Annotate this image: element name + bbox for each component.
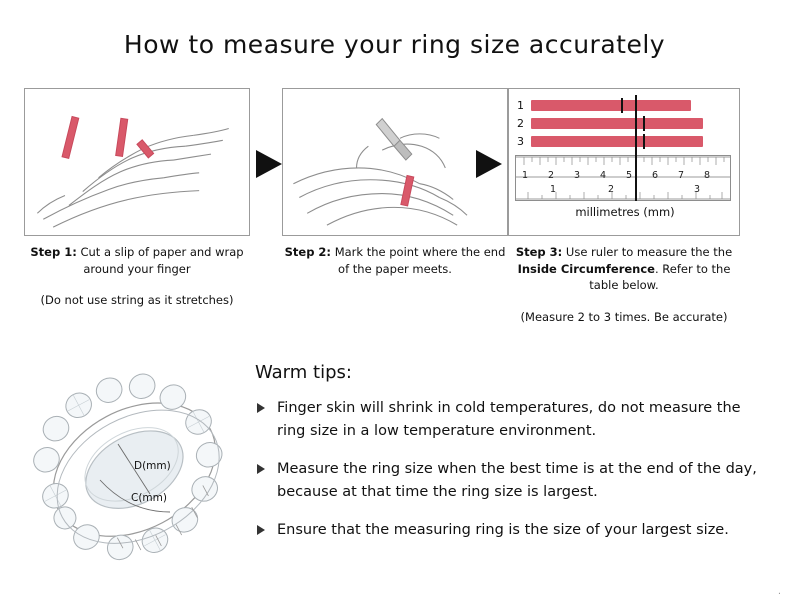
strip-bar <box>531 118 703 129</box>
hand-marking-paper-illustration <box>283 89 507 235</box>
step-2-label: Step 2: <box>284 245 332 259</box>
step-3-note: (Measure 2 to 3 times. Be accurate) <box>520 310 728 325</box>
arrow-right-icon-2 <box>476 150 502 178</box>
step-3 <box>508 88 740 324</box>
ruler-number-row-top <box>516 170 730 184</box>
step-2 <box>282 88 508 293</box>
ruler-number: 2 <box>548 170 555 181</box>
strip-bar <box>531 136 703 147</box>
ruler-number: 5 <box>626 170 633 181</box>
step-1-caption <box>24 244 250 277</box>
warm-tip-item <box>255 397 765 444</box>
strip-mark-tick <box>643 134 645 149</box>
step-3-text-bold: Inside Circumference <box>517 261 655 276</box>
paper-strip-row <box>517 134 727 148</box>
step-3-text-period: . <box>654 261 659 276</box>
strip-number: 3 <box>517 134 524 148</box>
ruler-secondary-number: 1 <box>550 184 557 195</box>
strip-bar <box>531 100 691 111</box>
strip-number: 1 <box>517 98 524 112</box>
triangle-bullet-icon <box>257 464 265 474</box>
arrow-right-icon-1 <box>256 150 282 178</box>
ring-diameter-label: D(mm) <box>134 460 171 472</box>
ruler-number: 8 <box>704 170 711 181</box>
ruler-unit-label: millimetres (mm) <box>575 205 675 219</box>
warm-tip-item <box>255 519 765 542</box>
strip-mark-tick <box>621 98 623 113</box>
triangle-bullet-icon <box>257 403 265 413</box>
alignment-line <box>635 95 637 201</box>
step-2-text: Mark the point where the end of the paper meets. <box>334 245 506 276</box>
corner-mark: · <box>777 589 781 600</box>
ruler-number: 7 <box>678 170 685 181</box>
ruler-secondary-number: 2 <box>608 184 615 195</box>
strip-mark-tick <box>643 116 645 131</box>
step-1 <box>24 88 250 307</box>
paper-strip-row <box>517 116 727 130</box>
step-3-text-part-a: Use ruler to measure the <box>565 245 710 259</box>
warm-tip-item <box>255 458 765 505</box>
warm-tips-section <box>255 362 765 556</box>
hand-with-paper-strip-illustration <box>25 89 249 235</box>
warm-tips-heading: Warm tips: <box>255 362 352 383</box>
ruler-secondary-number: 3 <box>694 184 701 195</box>
ruler-number-row-bottom <box>516 184 730 198</box>
step-1-label: Step 1: <box>30 245 77 259</box>
step-3-text-line2: the <box>713 245 733 259</box>
warm-tip-text: Measure the ring size when the best time is at the end of the day, because at that time the ring size is largest. <box>277 460 757 501</box>
page-title: How to measure your ring size accurately <box>123 30 666 59</box>
step-2-illustration-panel <box>282 88 508 236</box>
steps-row <box>24 88 766 338</box>
ruler-number: 3 <box>574 170 581 181</box>
paper-strips-group <box>517 98 727 152</box>
ring-illustration-block <box>26 352 241 582</box>
step-1-text: Cut a slip of paper and wrap around your finger <box>80 245 244 276</box>
warm-tip-text: Finger skin will shrink in cold temperatures, do not measure the ring size in a low temperature environment. <box>277 400 741 440</box>
paper-strip-row <box>517 98 727 112</box>
ruler-number: 1 <box>522 170 529 181</box>
ring-circumference-label: C(mm) <box>131 492 167 504</box>
ruler-illustration <box>515 155 731 201</box>
strip-number: 2 <box>517 116 524 130</box>
step-3-illustration-panel <box>508 88 740 236</box>
step-2-caption <box>282 244 508 277</box>
step-3-text-line3: Refer to the table below. <box>589 261 731 293</box>
step-3-caption <box>508 244 740 294</box>
step-1-illustration-panel <box>24 88 250 236</box>
triangle-bullet-icon <box>257 525 265 535</box>
warm-tip-text: Ensure that the measuring ring is the size of your largest size. <box>277 521 729 538</box>
step-1-note: (Do not use string as it stretches) <box>40 293 234 308</box>
step-3-label: Step 3: <box>515 245 563 259</box>
ruler-number: 4 <box>600 170 607 181</box>
ruler-number: 6 <box>652 170 659 181</box>
